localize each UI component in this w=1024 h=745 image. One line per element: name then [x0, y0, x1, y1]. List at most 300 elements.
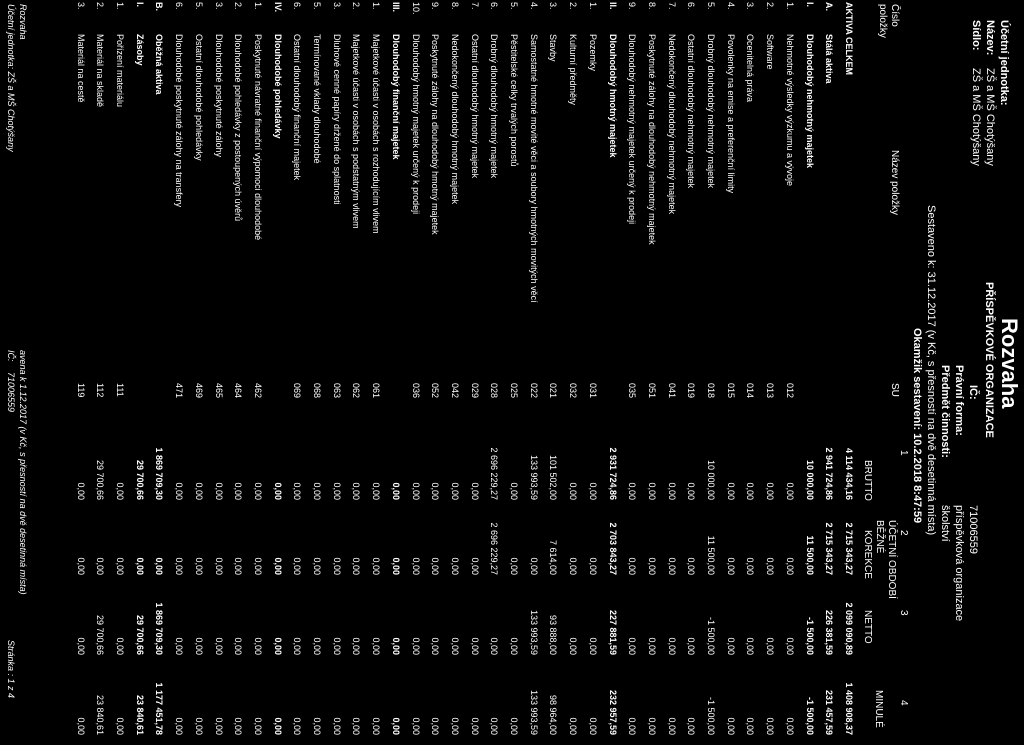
row-brutto: 0,00 [587, 482, 598, 500]
table-row [665, 0, 677, 745]
row-number: 2. [765, 2, 776, 10]
row-brutto: 0,00 [351, 482, 362, 500]
name-label: Název: [984, 20, 996, 56]
row-netto: 0,00 [331, 637, 342, 655]
row-netto: 93 888,00 [548, 614, 559, 655]
row-label: Ostatní dlouhodobý nehmotný majetek [686, 34, 697, 189]
row-korekce: 0,00 [115, 557, 126, 575]
table-row [704, 0, 716, 745]
row-korekce: 0,00 [351, 557, 362, 575]
table-row [172, 0, 184, 745]
row-korekce: 0,00 [568, 557, 579, 575]
row-number: 3. [548, 2, 559, 10]
row-korekce: 0,00 [686, 557, 697, 575]
row-number: 6. [686, 2, 697, 10]
row-su: 028 [489, 383, 500, 399]
table-row [822, 0, 834, 745]
row-netto: 226 381,59 [824, 609, 835, 655]
row-number: 5. [312, 2, 323, 10]
row-netto: 0,00 [469, 637, 480, 655]
row-number: 9. [627, 2, 638, 10]
row-previous: 0,00 [75, 717, 86, 735]
table-row [350, 0, 362, 745]
table-row [803, 0, 815, 745]
row-number: 8. [647, 2, 657, 10]
row-previous: 0,00 [745, 717, 756, 735]
row-number: 1. [253, 2, 263, 10]
table-row [744, 0, 756, 745]
moment-info: Okamžik sestavení: 10.2.2018 8:47:59 [911, 328, 923, 524]
row-label: Povolenky na emise a preferenční limity [725, 34, 736, 194]
row-previous: 0,00 [469, 717, 480, 735]
row-previous: 0,00 [331, 717, 342, 735]
row-netto: 0,00 [509, 637, 520, 655]
row-korekce: 2 715 343,27 [824, 522, 835, 575]
row-brutto: 0,00 [784, 482, 795, 500]
row-korekce: 2 703 843,27 [607, 522, 618, 575]
row-korekce: 0,00 [509, 557, 520, 575]
row-previous: 133 993,59 [528, 689, 539, 735]
row-previous: 0,00 [292, 717, 303, 735]
table-row [428, 0, 440, 745]
footer-page: Stránka : 1 z 4 [6, 640, 16, 699]
row-brutto: 0,00 [193, 482, 204, 500]
row-number: 3. [213, 2, 224, 10]
row-previous: 0,00 [174, 717, 185, 735]
row-brutto: 0,00 [666, 482, 677, 500]
table-row [527, 0, 539, 745]
row-label: Kulturní předměty [568, 34, 579, 106]
table-row [231, 0, 243, 745]
row-label: Dlouhodobé poskytnuté zálohy na transfery [174, 34, 185, 208]
row-previous: 0,00 [627, 717, 638, 735]
row-korekce: 0,00 [154, 557, 165, 575]
row-previous: 0,00 [272, 717, 283, 735]
row-number: 6. [489, 2, 500, 10]
table-row [271, 0, 283, 745]
row-label: Zásoby [134, 34, 145, 66]
row-label: Majetkové účasti v osobách s podstatným vlivem [351, 34, 362, 229]
row-brutto: 0,00 [75, 482, 86, 500]
table-row [724, 0, 736, 745]
row-brutto: 2 696 229,27 [489, 447, 500, 500]
row-previous: 0,00 [587, 717, 598, 735]
row-brutto: 0,00 [390, 482, 401, 500]
row-netto: 0,00 [213, 637, 224, 655]
row-previous: 0,00 [193, 717, 204, 735]
row-number: 3. [745, 2, 756, 10]
row-su: 036 [410, 383, 421, 399]
table-row [468, 0, 480, 745]
row-brutto: 29 700,66 [95, 459, 106, 500]
row-number: B. [154, 2, 165, 11]
row-previous: 1 408 908,37 [844, 682, 854, 735]
row-number: I. [804, 2, 815, 8]
row-previous: 0,00 [686, 717, 697, 735]
footer-ic-label: IČ: [6, 350, 16, 362]
row-number: AKTIVA CELKEM [844, 2, 854, 75]
row-netto: 0,00 [647, 637, 657, 655]
legal-value: příspěvková organizace [953, 505, 965, 622]
row-previous: 0,00 [253, 717, 263, 735]
row-korekce: 0,00 [528, 557, 539, 575]
row-netto: -1 500,00 [706, 616, 717, 655]
row-brutto: 10 000,00 [804, 459, 815, 500]
row-brutto: 0,00 [115, 482, 126, 500]
table-row [74, 0, 86, 745]
period-label: ÚČETNÍ OBDOBÍ [886, 520, 897, 599]
row-brutto: 133 993,59 [528, 454, 539, 500]
legal-label: Právní forma: [953, 365, 965, 436]
row-previous: 0,00 [489, 717, 500, 735]
row-previous: 0,00 [115, 717, 126, 735]
row-netto: 0,00 [745, 637, 756, 655]
row-previous: -1 500,00 [706, 696, 717, 735]
row-korekce: 11 500,00 [706, 535, 717, 575]
row-label: Nehmotné výsledky výzkumu a vývoje [784, 34, 795, 187]
activity-label: Předmět činnosti: [939, 365, 951, 458]
row-previous: 0,00 [647, 717, 657, 735]
row-label: Stálá aktiva [824, 34, 835, 84]
row-su: 029 [469, 383, 480, 399]
row-su: 465 [213, 383, 224, 399]
row-label: Nedokončený dlouhodobý hmotný majetek [450, 34, 460, 205]
row-netto: 0,00 [253, 637, 263, 655]
row-number: 5. [193, 2, 204, 10]
row-brutto: 0,00 [647, 482, 657, 500]
col-n1: 1 [898, 450, 909, 456]
row-brutto: 0,00 [331, 482, 342, 500]
row-brutto: 2 931 724,86 [607, 447, 618, 500]
row-label: Materiál na cestě [75, 34, 86, 103]
row-su: 021 [548, 383, 559, 399]
row-label: Poskytnuté návratné finanční výpomoci dlouhodobé [253, 34, 263, 241]
row-su: 018 [706, 383, 717, 399]
row-previous: 0,00 [450, 717, 460, 735]
row-korekce: 0,00 [312, 557, 323, 575]
table-row [133, 0, 145, 745]
row-previous: 23 840,61 [95, 694, 106, 735]
row-label: Dlouhodobé poskytnuté zálohy [213, 34, 224, 158]
row-korekce: 0,00 [213, 557, 224, 575]
row-label: Nedokončený dlouhodobý nehmotný majetek [666, 34, 677, 215]
row-korekce: 0,00 [765, 557, 776, 575]
row-label: Software [765, 34, 776, 70]
row-korekce: 0,00 [469, 557, 480, 575]
row-su: 469 [193, 383, 204, 399]
row-number: IV. [272, 2, 283, 13]
row-korekce: 0,00 [233, 557, 244, 575]
row-label: Stavby [548, 34, 559, 62]
table-row [625, 0, 637, 745]
row-previous: 0,00 [784, 717, 795, 735]
row-korekce: 0,00 [193, 557, 204, 575]
row-previous: 0,00 [410, 717, 421, 735]
table-row [330, 0, 342, 745]
row-su: 112 [95, 383, 106, 398]
row-netto: 0,00 [765, 637, 776, 655]
row-previous: 231 457,59 [824, 689, 835, 735]
row-label: Materiál na skladě [95, 34, 106, 108]
row-number: 6. [174, 2, 185, 10]
row-previous: 0,00 [430, 717, 441, 735]
row-brutto: 0,00 [686, 482, 697, 500]
col-n3: 3 [898, 610, 909, 616]
row-brutto: 0,00 [450, 482, 460, 500]
row-previous: 98 964,00 [548, 694, 559, 735]
table-row [684, 0, 696, 745]
row-korekce: 0,00 [272, 557, 283, 575]
row-korekce: 0,00 [647, 557, 657, 575]
row-su: 035 [627, 383, 638, 399]
row-label: Dlouhodobý finanční majetek [390, 34, 401, 160]
row-number: 2. [351, 2, 362, 10]
row-netto: 0,00 [193, 637, 204, 655]
row-label: Oběžná aktiva [154, 34, 165, 95]
row-netto: 0,00 [686, 637, 697, 655]
row-netto: 0,00 [627, 637, 638, 655]
brutto-label: BRUTTO [862, 460, 873, 501]
current-label: BĚŽNÉ [874, 520, 885, 554]
row-brutto: 1 869 709,30 [154, 447, 165, 500]
row-netto: 0,00 [115, 637, 126, 655]
row-netto: -1 500,00 [804, 616, 815, 655]
col-su: SU [889, 383, 900, 397]
col-name: Název položky [889, 150, 900, 216]
korekce-label: KOREKCE [862, 530, 873, 579]
row-su: 471 [174, 383, 185, 399]
table-row [763, 0, 775, 745]
row-netto: 227 881,59 [607, 609, 618, 655]
row-label: Dlouhodobý hmotný majetek [607, 34, 618, 158]
row-brutto: 101 502,00 [548, 454, 559, 500]
row-label: Dlouhodobé pohledávky [272, 34, 283, 139]
row-number: 2. [95, 2, 106, 10]
row-korekce: 0,00 [430, 557, 441, 575]
row-netto: 0,00 [75, 637, 86, 655]
row-korekce: 0,00 [745, 557, 756, 575]
footer-ic-value: 71006559 [6, 372, 16, 413]
row-su: 031 [587, 383, 598, 399]
row-previous: 0,00 [233, 717, 244, 735]
row-brutto: 2 941 724,86 [824, 447, 835, 500]
row-number: 6. [292, 2, 303, 10]
row-korekce: 0,00 [75, 557, 86, 575]
row-brutto: 29 700,66 [134, 459, 145, 500]
row-label: Ostatní dlouhodobý finanční majetek [292, 34, 303, 181]
row-brutto: 0,00 [272, 482, 283, 500]
row-brutto: 0,00 [371, 482, 382, 500]
row-label: Drobný dlouhodobý hmotný majetek [489, 34, 500, 179]
footer-compiled: avena k 1.12.2017 (v Kč, s přesností na dvě desetinná místa) [18, 350, 28, 595]
row-number: 5. [509, 2, 520, 10]
table-row [409, 0, 421, 745]
row-netto: 0,00 [272, 637, 283, 655]
unit-label: Účetní jednotka: [998, 20, 1010, 106]
row-netto: 0,00 [312, 637, 323, 655]
ic-label: IČ: [967, 385, 979, 400]
row-number: 8. [450, 2, 460, 10]
row-previous: 232 957,59 [607, 689, 618, 735]
row-previous: 0,00 [351, 717, 362, 735]
table-row [153, 0, 165, 745]
table-row [842, 0, 854, 745]
row-su: 019 [686, 383, 697, 399]
row-brutto: 0,00 [410, 482, 421, 500]
row-netto: 0,00 [725, 637, 736, 655]
row-brutto: 0,00 [509, 482, 520, 500]
row-number: I. [134, 2, 145, 8]
row-su: 063 [331, 383, 342, 399]
table-row [192, 0, 204, 745]
row-netto: 0,00 [430, 637, 441, 655]
row-su: 462 [253, 383, 263, 399]
row-brutto: 0,00 [745, 482, 756, 500]
row-previous: 0,00 [312, 717, 323, 735]
row-su: 012 [784, 383, 795, 399]
table-row [507, 0, 519, 745]
row-korekce: 0,00 [627, 557, 638, 575]
row-netto: 29 700,66 [95, 614, 106, 655]
row-label: Ostatní dlouhodobý hmotný majetek [469, 34, 480, 179]
row-label: Drobný dlouhodobý nehmotný majetek [706, 34, 717, 189]
row-number: 4. [528, 2, 539, 10]
table-row [251, 0, 263, 745]
row-label: Majetkové účasti v osobách s rozhodujícím vlivem [371, 34, 382, 234]
row-previous: 0,00 [213, 717, 224, 735]
table-row [389, 0, 401, 745]
row-number: 1. [115, 2, 126, 10]
row-su: 052 [430, 383, 441, 399]
row-su: 464 [233, 383, 244, 399]
previous-label: MINULÉ [873, 690, 884, 728]
row-previous: 0,00 [371, 717, 382, 735]
row-previous: 0,00 [666, 717, 677, 735]
table-row [547, 0, 559, 745]
row-label: Pořízení materiálu [115, 34, 126, 108]
row-number: III. [390, 2, 401, 13]
row-korekce: 7 614,00 [548, 539, 559, 575]
row-korekce: 0,00 [725, 557, 736, 575]
row-brutto: 0,00 [765, 482, 776, 500]
row-netto: 0,00 [233, 637, 244, 655]
row-su: 022 [528, 383, 539, 399]
col-n4: 4 [898, 700, 909, 706]
row-label: Termínované vklady dlouhodobé [312, 34, 323, 164]
row-brutto: 0,00 [233, 482, 244, 500]
row-previous: 0,00 [568, 717, 579, 735]
row-netto: 0,00 [568, 637, 579, 655]
row-brutto: 0,00 [725, 482, 736, 500]
row-label: Samostatné hmotné movité věci a soubory hmotných movitých věcí [528, 34, 539, 303]
row-korekce: 0,00 [253, 557, 263, 575]
table-row [645, 0, 657, 745]
table-row [783, 0, 795, 745]
row-su: 119 [75, 383, 86, 398]
row-previous: 23 840,61 [134, 694, 145, 735]
footer-title: Rozvaha [18, 4, 28, 40]
row-netto: 0,00 [410, 637, 421, 655]
row-korekce: 0,00 [174, 557, 185, 575]
row-su: 014 [745, 383, 756, 399]
row-label: Poskytnuté zálohy na dlouhodobý hmotný majetek [430, 34, 441, 235]
table-row [290, 0, 302, 745]
row-label: Dlouhodobý nehmotný majetek určený k prodeji [627, 34, 638, 225]
row-su: 025 [509, 383, 520, 399]
row-number: 3. [331, 2, 342, 10]
row-label: Pěstitelské celky trvalých porostů [509, 34, 520, 167]
row-number: 7. [469, 2, 480, 10]
row-su: 015 [725, 383, 736, 399]
netto-label: NETTO [862, 610, 873, 644]
row-su: 068 [312, 383, 323, 399]
row-netto: 0,00 [489, 637, 500, 655]
row-korekce: 0,00 [292, 557, 303, 575]
row-label: Pozemky [587, 34, 598, 72]
row-label: Ocenitelná práva [745, 34, 756, 103]
row-brutto: 0,00 [627, 482, 638, 500]
row-number: 1. [784, 2, 795, 10]
row-korekce: 0,00 [410, 557, 421, 575]
row-netto: 0,00 [292, 637, 303, 655]
row-label: Dluhové cenné papíry držené do splatnosti [331, 34, 342, 205]
row-previous: -1 500,00 [804, 696, 815, 735]
row-korekce: 0,00 [666, 557, 677, 575]
row-label: Dlouhodobý hmotný majetek určený k prodeji [410, 34, 421, 215]
row-netto: 2 099 090,89 [844, 602, 854, 655]
row-netto: 0,00 [371, 637, 382, 655]
row-brutto: 0,00 [469, 482, 480, 500]
row-previous: 0,00 [725, 717, 736, 735]
activity-value: školství [939, 505, 951, 542]
row-netto: 0,00 [351, 637, 362, 655]
table-row [93, 0, 105, 745]
row-su: 061 [371, 383, 382, 399]
row-label: Dlouhodobé pohledávky z postoupených úvěrů [233, 34, 244, 222]
row-korekce: 2 715 343,27 [844, 522, 854, 575]
row-netto: 1 869 709,30 [154, 602, 165, 655]
table-row [566, 0, 578, 745]
col-n2: 2 [898, 530, 909, 536]
row-previous: 0,00 [509, 717, 520, 735]
row-brutto: 0,00 [292, 482, 303, 500]
row-netto: 0,00 [784, 637, 795, 655]
table-row [448, 0, 460, 745]
row-korekce: 0,00 [371, 557, 382, 575]
row-number: 1. [587, 2, 598, 10]
row-su: 111 [115, 383, 126, 397]
compiled-info: Sestaveno k: 31.12.2017 (v Kč, s přesností na dvě desetinná místa) [925, 205, 937, 536]
table-row [310, 0, 322, 745]
row-korekce: 11 500,00 [804, 535, 815, 575]
table-row [212, 0, 224, 745]
row-korekce: 0,00 [95, 557, 106, 575]
row-number: 9. [430, 2, 441, 10]
row-number: 10. [410, 2, 421, 15]
row-number: 4. [725, 2, 736, 10]
row-su: 042 [450, 383, 460, 399]
row-su: 041 [666, 383, 677, 399]
row-korekce: 0,00 [134, 557, 145, 575]
row-brutto: 0,00 [174, 482, 185, 500]
row-number: 7. [666, 2, 677, 10]
row-brutto: 10 000,00 [706, 459, 717, 500]
table-row [586, 0, 598, 745]
row-number: 5. [706, 2, 717, 10]
row-korekce: 0,00 [450, 557, 460, 575]
row-brutto: 4 114 434,16 [844, 447, 854, 500]
row-brutto: 0,00 [568, 482, 579, 500]
